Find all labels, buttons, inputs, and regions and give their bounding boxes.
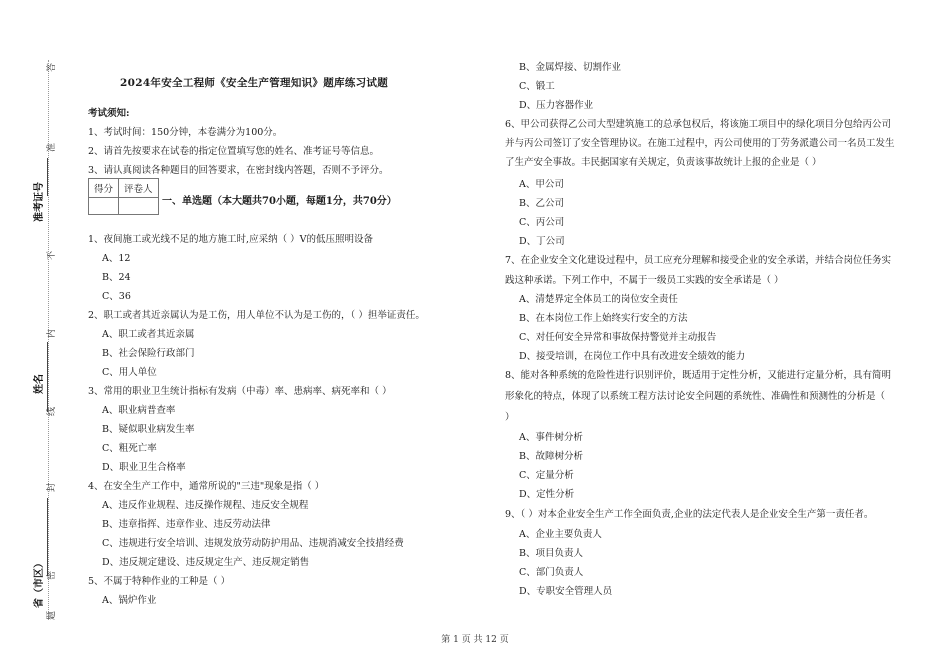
option: C、对任何安全异常和事故保持警觉并主动报告 bbox=[519, 332, 717, 343]
binding-char-mi: 密 bbox=[47, 570, 57, 580]
binding-char-ti: 题 bbox=[47, 610, 57, 620]
question-stem: ） bbox=[505, 412, 515, 423]
score-label: 得分 bbox=[89, 179, 119, 198]
option: B、故障树分析 bbox=[519, 451, 583, 462]
option: A、清楚界定全体员工的岗位安全责任 bbox=[519, 294, 678, 305]
binding-char-feng: 封 bbox=[47, 482, 57, 492]
option: B、违章指挥、违章作业、违反劳动法律 bbox=[102, 519, 271, 530]
page-footer: 第 1 页 共 12 页 bbox=[441, 635, 509, 645]
notice-item: 2、请首先按要求在试卷的指定位置填写您的姓名、准考证号等信息。 bbox=[88, 146, 380, 157]
name-fill-line bbox=[47, 342, 48, 412]
question-stem: 践这种承诺。下列工作中，不属于一级员工实践的安全承诺是（ ） bbox=[505, 275, 784, 286]
question-stem: 了生产安全事故。丰民据国家有关规定，负责该事故统计上报的企业是（ ） bbox=[505, 157, 822, 168]
option: A、违反作业规程、违反操作规程、违反安全规程 bbox=[102, 500, 309, 511]
question-stem: 8、能对各种系统的危险性进行识别评价，既适用于定性分析，又能进行定量分析，具有简明 bbox=[505, 370, 892, 381]
grader-label: 评卷人 bbox=[119, 179, 159, 198]
grader-cell bbox=[119, 198, 159, 215]
option: C、36 bbox=[102, 291, 131, 302]
question-stem: 3、常用的职业卫生统计指标有发病（中毒）率、患病率、病死率和（ ） bbox=[88, 386, 392, 397]
question-stem: 4、在安全生产工作中，通常所说的"三违"现象是指（ ） bbox=[88, 481, 325, 492]
binding-margin bbox=[0, 0, 70, 671]
option: A、甲公司 bbox=[519, 179, 564, 190]
option: D、接受培训，在岗位工作中具有改进安全绩效的能力 bbox=[519, 351, 746, 362]
option: C、部门负责人 bbox=[519, 567, 584, 578]
option: D、压力容器作业 bbox=[519, 100, 594, 111]
question-stem: 9、（ ）对本企业安全生产工作全面负责,企业的法定代表人是企业安全生产第一责任者。 bbox=[505, 509, 874, 520]
province-label: 省（市区） bbox=[34, 558, 45, 608]
option: C、丙公司 bbox=[519, 217, 565, 228]
question-stem: 形象化的特点，体现了以系统工程方法讨论安全问题的系统性、准确性和预测性的分析是（ bbox=[505, 391, 886, 402]
question-stem: 1、夜间施工或光线不足的地方施工时,应采纳（ ）V的低压照明设备 bbox=[88, 234, 373, 245]
binding-char-xian: 线 bbox=[47, 406, 57, 416]
option: B、在本岗位工作上始终实行安全的方法 bbox=[519, 313, 688, 324]
option: D、职业卫生合格率 bbox=[102, 462, 186, 473]
option: B、金属焊接、切割作业 bbox=[519, 62, 621, 73]
option: D、定性分析 bbox=[519, 489, 575, 500]
option: C、粗死亡率 bbox=[102, 443, 157, 454]
option: C、锻工 bbox=[519, 81, 555, 92]
notice-item: 3、请认真阅读各种题目的回答要求，在密封线内答题，否则不予评分。 bbox=[88, 165, 389, 176]
option: D、丁公司 bbox=[519, 236, 565, 247]
option: B、社会保险行政部门 bbox=[102, 348, 195, 359]
question-stem: 7、在企业安全文化建设过程中，员工应充分理解和接受企业的安全承诺，并结合岗位任务实 bbox=[505, 255, 892, 266]
option: A、职工或者其近亲属 bbox=[102, 329, 195, 340]
option: C、定量分析 bbox=[519, 470, 574, 481]
section-title: 一、单选题（本大题共70小题，每题1分，共70分） bbox=[162, 196, 397, 207]
option: A、企业主要负责人 bbox=[519, 529, 602, 540]
binding-char-zhun: 准 bbox=[47, 142, 57, 152]
question-stem: 6、甲公司获得乙公司大型建筑施工的总承包权后，将该施工项目中的绿化项目分包给丙公司 bbox=[505, 119, 892, 130]
option: B、疑似职业病发生率 bbox=[102, 424, 195, 435]
page-title: 2024年安全工程师《安全生产管理知识》题库练习试题 bbox=[120, 77, 389, 89]
binding-char-da: 答 bbox=[47, 62, 57, 72]
option: B、24 bbox=[102, 272, 131, 283]
notice-heading: 考试须知: bbox=[88, 108, 130, 119]
option: D、违反规定建设、违反规定生产、违反规定销售 bbox=[102, 557, 310, 568]
id-fill-line bbox=[47, 158, 48, 196]
question-stem: 并与丙公司签订了安全管理协议。在施工过程中，丙公司使用的丁劳务派遣公司一名员工发生 bbox=[505, 138, 895, 149]
province-fill-line bbox=[47, 498, 48, 576]
option: A、12 bbox=[102, 253, 131, 264]
option: B、项目负责人 bbox=[519, 548, 583, 559]
option: A、锅炉作业 bbox=[102, 595, 157, 606]
option: B、乙公司 bbox=[519, 198, 564, 209]
score-cell bbox=[89, 198, 119, 215]
option: D、专职安全管理人员 bbox=[519, 586, 613, 597]
option: C、违规进行安全培训、违规发放劳动防护用品、违规消减安全技措经费 bbox=[102, 538, 404, 549]
question-stem: 2、职工或者其近亲属认为是工伤，用人单位不认为是工伤的，（ ）担举证责任。 bbox=[88, 310, 425, 321]
binding-char-bu: 不 bbox=[47, 250, 57, 260]
notice-item: 1、考试时间：150分钟，本卷满分为100分。 bbox=[88, 127, 283, 138]
exam-id-label: 准考证号 bbox=[34, 182, 45, 222]
option: C、用人单位 bbox=[102, 367, 157, 378]
option: A、职业病普查率 bbox=[102, 405, 176, 416]
option: A、事件树分析 bbox=[519, 432, 583, 443]
question-stem: 5、不属于特种作业的工种是（ ） bbox=[88, 576, 231, 587]
score-box bbox=[88, 178, 159, 215]
name-label: 姓名 bbox=[34, 374, 45, 394]
binding-char-nei: 内 bbox=[47, 328, 57, 338]
